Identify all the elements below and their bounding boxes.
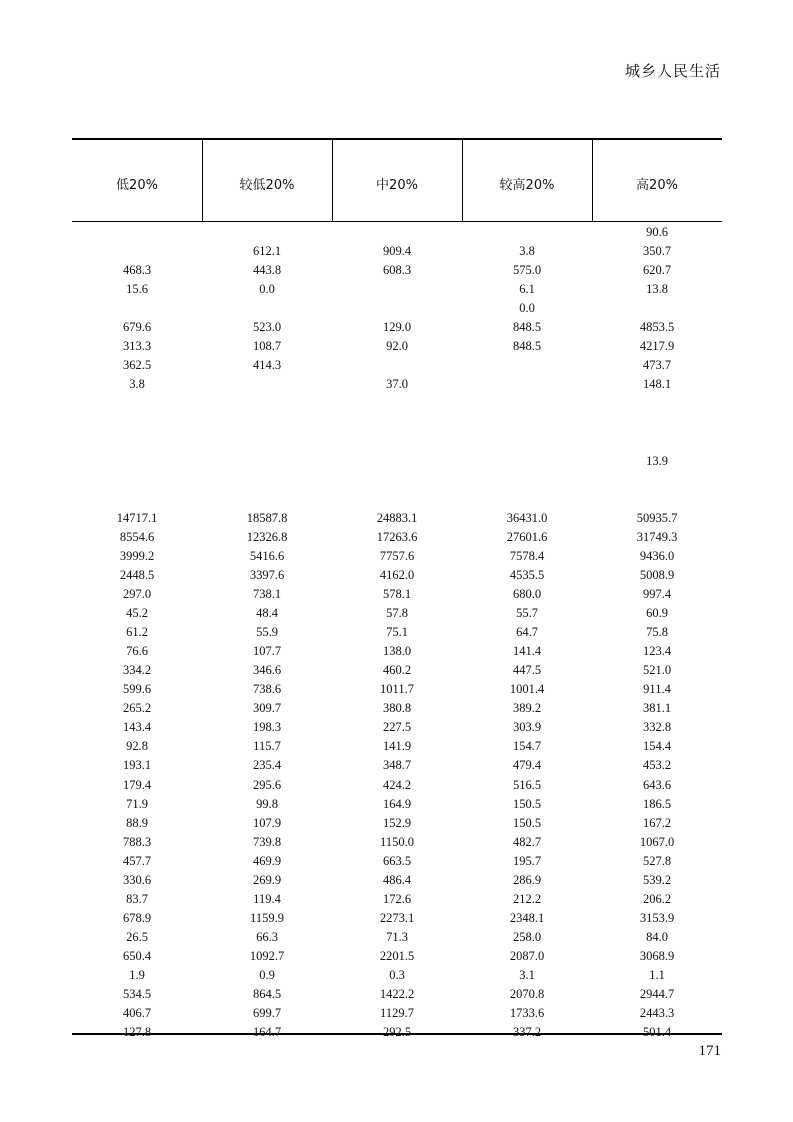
- table-cell: 84.0: [646, 929, 668, 944]
- table-cell: 4853.5: [639, 320, 675, 335]
- table-cell: 76.6: [126, 644, 148, 659]
- table-cell: 119.4: [253, 891, 281, 906]
- table-cell: 501.4: [642, 1025, 672, 1040]
- column-header-middle: 中20%: [376, 178, 418, 193]
- table-cell: 473.7: [642, 358, 672, 373]
- table-cell: 516.5: [512, 777, 542, 792]
- column-header-lower: 较低20%: [239, 178, 295, 193]
- table-cell: 2273.1: [379, 910, 415, 925]
- table-cell: 453.2: [642, 758, 672, 773]
- table-cell: 680.0: [512, 586, 542, 601]
- table-cell: 334.2: [122, 663, 152, 678]
- table-cell: 313.3: [122, 339, 152, 354]
- table-cell: 186.5: [642, 796, 672, 811]
- table-cell: 539.2: [642, 872, 672, 887]
- table-cell: 4162.0: [379, 567, 415, 582]
- table-cell: 154.4: [642, 739, 672, 754]
- table-cell: 1733.6: [509, 1006, 545, 1021]
- table-cell: 127.8: [122, 1025, 152, 1040]
- table-cell: 911.4: [643, 682, 671, 697]
- table-cell: 90.6: [646, 225, 668, 239]
- table-cell: 198.3: [252, 720, 282, 735]
- table-header-rule: [72, 221, 722, 222]
- table-cell: 679.6: [122, 320, 152, 335]
- table-cell: 107.7: [252, 644, 282, 659]
- table-cell: 3.8: [129, 377, 145, 392]
- table-cell: 75.1: [386, 625, 408, 640]
- table-cell: 362.5: [122, 358, 152, 373]
- table-cell: 37.0: [386, 377, 408, 392]
- table-cell: 0.0: [259, 282, 275, 297]
- table-cell: 31749.3: [636, 529, 678, 544]
- table-cell: 7757.6: [379, 548, 415, 563]
- table-cell: 3.1: [519, 968, 535, 982]
- table-cell: 1422.2: [379, 987, 415, 1001]
- column-header-low: 低20%: [116, 178, 158, 193]
- table-cell: 380.8: [382, 701, 412, 716]
- table-cell: 75.8: [646, 625, 668, 640]
- data-table: [72, 138, 722, 1040]
- table-cell: 909.4: [382, 244, 412, 258]
- table-cell: 9436.0: [639, 548, 675, 563]
- table-cell: 24883.1: [376, 510, 418, 525]
- table-cell: 12326.8: [246, 529, 288, 544]
- table-cell: 48.4: [256, 606, 278, 620]
- table-cell: 348.7: [382, 758, 412, 773]
- table-cell: 148.1: [642, 377, 672, 392]
- table-cell: 138.0: [382, 644, 412, 659]
- table-cell: 297.0: [122, 586, 152, 601]
- table-cell: 36431.0: [506, 510, 548, 525]
- table-cell: 212.2: [512, 891, 542, 906]
- table-cell: 295.6: [252, 777, 282, 792]
- table-cell: 738.6: [252, 682, 282, 697]
- table-cell: 235.4: [252, 758, 282, 773]
- table-cell: 7578.4: [509, 548, 545, 563]
- table-cell: 2348.1: [509, 910, 545, 925]
- table-cell: 129.0: [382, 320, 412, 335]
- table-cell: 739.8: [252, 834, 282, 849]
- table-cell: 3397.6: [249, 567, 285, 582]
- table-cell: 269.9: [252, 872, 282, 887]
- table-cell: 643.6: [642, 777, 672, 792]
- table-cell: 141.4: [512, 644, 542, 659]
- table-cell: 447.5: [512, 663, 542, 678]
- table-cell: 88.9: [126, 815, 148, 830]
- table-cell: 486.4: [382, 872, 412, 887]
- table-cell: 678.9: [122, 910, 152, 925]
- table-top-rule: [72, 138, 722, 140]
- page-number: 171: [698, 1043, 721, 1059]
- table-cell: 663.5: [382, 853, 412, 868]
- table-cell: 381.1: [642, 701, 672, 716]
- table-cell: 292.5: [382, 1025, 412, 1040]
- table-cell: 27601.6: [506, 529, 548, 544]
- table-cell: 0.0: [519, 301, 535, 316]
- table-cell: 4535.5: [509, 567, 545, 582]
- table-cell: 167.2: [642, 815, 672, 830]
- table-cell: 265.2: [122, 701, 152, 716]
- table-cell: 26.5: [126, 929, 148, 944]
- table-cell: 1001.4: [509, 682, 545, 697]
- table-cell: 521.0: [642, 663, 672, 678]
- table-cell: 92.8: [126, 739, 148, 754]
- table-cell: 330.6: [122, 872, 152, 887]
- table-cell: 864.5: [252, 987, 282, 1001]
- table-cell: 527.8: [642, 853, 672, 868]
- table-cell: 2201.5: [379, 948, 415, 963]
- table-cell: 150.5: [512, 796, 542, 811]
- table-cell: 179.4: [122, 777, 152, 792]
- table-cell: 108.7: [252, 339, 282, 354]
- table-cell: 55.7: [516, 606, 538, 620]
- table-cell: 99.8: [256, 796, 278, 811]
- table-cell: 258.0: [512, 929, 542, 944]
- table-cell: 650.4: [122, 948, 152, 963]
- running-header: 城乡人民生活: [624, 62, 721, 80]
- table-cell: 389.2: [512, 701, 542, 716]
- table-cell: 303.9: [512, 720, 542, 735]
- table-cell: 608.3: [382, 263, 412, 278]
- table-cell: 788.3: [122, 834, 152, 849]
- column-header-higher: 较高20%: [499, 178, 555, 193]
- table-cell: 2944.7: [639, 987, 675, 1001]
- table-cell: 50935.7: [636, 510, 678, 525]
- table-cell: 620.7: [642, 263, 672, 278]
- table-cell: 141.9: [382, 739, 412, 754]
- table-cell: 414.3: [252, 358, 282, 373]
- table-cell: 460.2: [382, 663, 412, 678]
- table-cell: 5416.6: [249, 548, 285, 563]
- table-cell: 479.4: [512, 758, 542, 773]
- table-cell: 227.5: [382, 720, 412, 735]
- table-cell: 699.7: [252, 1006, 282, 1021]
- table-cell: 612.1: [252, 244, 282, 258]
- table-cell: 18587.8: [246, 510, 288, 525]
- table-cell: 3.8: [519, 244, 535, 258]
- table-cell: 71.3: [386, 929, 408, 944]
- table-cell: 92.0: [386, 339, 408, 354]
- table-cell: 6.1: [519, 282, 535, 297]
- table-cell: 1.9: [129, 968, 145, 982]
- table-cell: 4217.9: [639, 339, 675, 354]
- table-cell: 15.6: [126, 282, 148, 297]
- table-cell: 848.5: [512, 320, 542, 335]
- table-cell: 154.7: [512, 739, 542, 754]
- table-cell: 469.9: [252, 853, 282, 868]
- table-cell: 57.8: [386, 606, 408, 620]
- table-cell: 60.9: [646, 606, 668, 620]
- table-cell: 164.7: [252, 1025, 282, 1040]
- table-cell: 286.9: [512, 872, 542, 887]
- table-cell: 172.6: [382, 891, 412, 906]
- table-cell: 443.8: [252, 263, 282, 278]
- table-cell: 1129.7: [380, 1006, 414, 1021]
- table-cell: 350.7: [642, 244, 672, 258]
- table-cell: 17263.6: [376, 529, 418, 544]
- table-cell: 3999.2: [119, 548, 155, 563]
- table-cell: 152.9: [382, 815, 412, 830]
- table-cell: 997.4: [642, 586, 672, 601]
- table-cell: 457.7: [122, 853, 152, 868]
- table-cell: 195.7: [512, 853, 542, 868]
- table-cell: 523.0: [252, 320, 282, 335]
- table-cell: 0.3: [389, 968, 405, 982]
- table-cell: 738.1: [252, 586, 282, 601]
- table-cell: 1067.0: [639, 834, 675, 849]
- table-cell: 848.5: [512, 339, 542, 354]
- table-cell: 13.9: [646, 453, 668, 468]
- table-cell: 61.2: [126, 625, 148, 640]
- table-cell: 5008.9: [639, 567, 675, 582]
- table-cell: 468.3: [122, 263, 152, 278]
- table-cell: 64.7: [516, 625, 538, 640]
- table-cell: 13.8: [646, 282, 668, 297]
- table-cell: 2448.5: [119, 567, 155, 582]
- table-cell: 14717.1: [116, 510, 158, 525]
- table-cell: 424.2: [382, 777, 412, 792]
- table-cell: 2070.8: [509, 987, 545, 1001]
- table-cell: 3068.9: [639, 948, 675, 963]
- table-cell: 2443.3: [639, 1006, 675, 1021]
- table-cell: 71.9: [126, 796, 148, 811]
- table-cell: 346.6: [252, 663, 282, 678]
- column-header-high: 高20%: [636, 178, 678, 193]
- table-cell: 578.1: [382, 586, 412, 601]
- table-cell: 406.7: [122, 1006, 152, 1021]
- table-cell: 123.4: [642, 644, 672, 659]
- table-cell: 1.1: [649, 968, 665, 982]
- table-cell: 1150.0: [380, 834, 414, 849]
- table-cell: 45.2: [126, 606, 148, 620]
- table-cell: 206.2: [642, 891, 672, 906]
- table-cell: 3153.9: [639, 910, 675, 925]
- table-cell: 143.4: [122, 720, 152, 735]
- table-cell: 150.5: [512, 815, 542, 830]
- table-cell: 0.9: [259, 968, 275, 982]
- table-cell: 309.7: [252, 701, 282, 716]
- table-cell: 534.5: [122, 987, 152, 1001]
- table-cell: 83.7: [126, 891, 148, 906]
- table-cell: 599.6: [122, 682, 152, 697]
- table-cell: 1092.7: [249, 948, 285, 963]
- table-cell: 337.2: [512, 1025, 542, 1040]
- table-cell: 164.9: [382, 796, 412, 811]
- table-cell: 332.8: [642, 720, 672, 735]
- table-cell: 482.7: [512, 834, 542, 849]
- table-cell: 107.9: [252, 815, 282, 830]
- table-cell: 66.3: [256, 929, 278, 944]
- table-cell: 115.7: [253, 739, 281, 754]
- table-cell: 1159.9: [250, 910, 284, 925]
- table-cell: 193.1: [122, 758, 152, 773]
- table-cell: 55.9: [256, 625, 278, 640]
- table-cell: 8554.6: [119, 529, 155, 544]
- table-cell: 575.0: [512, 263, 542, 278]
- table-cell: 2087.0: [509, 948, 545, 963]
- table-cell: 1011.7: [380, 682, 414, 697]
